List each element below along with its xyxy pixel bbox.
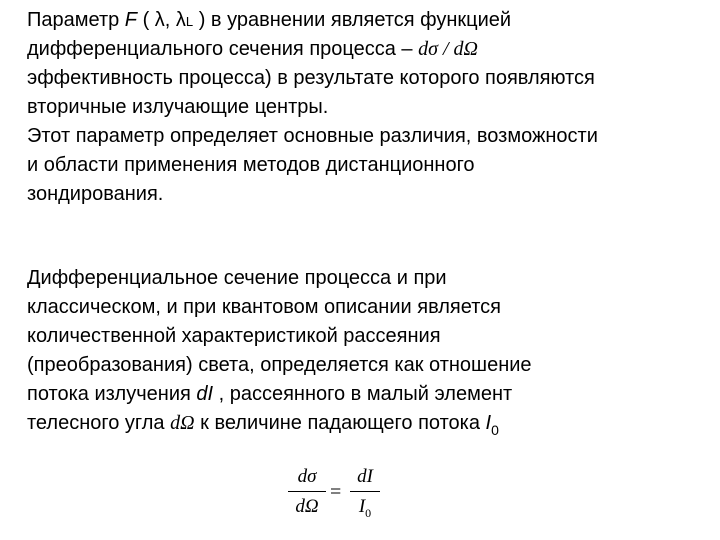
symbol-domega: dΩ [170,412,195,434]
para1-line4: вторичные излучающие центры. [27,96,329,118]
text: в результате которого появляются [271,67,595,89]
formula-dsigma-domega: dσ / dΩ [418,38,478,60]
para1-line5: Этот параметр определяет основные различия, возможности [27,125,598,147]
para1-line3 [27,66,595,90]
para2-line3: количественной характеристикой рассеяния [27,325,441,347]
fraction-bar [288,491,326,492]
para2-line4: (преобразования) света, определяется как отношение [27,354,532,376]
text: дифференциального сечения процесса – [27,38,419,60]
symbol-lambda-l: λ [175,9,186,31]
para1-line1 [27,8,511,34]
para1-line2 [27,37,478,61]
subscript-l: L [185,14,194,29]
paren-close: ) [193,9,206,31]
para1-line7: зондирования. [27,183,164,205]
numerator-dsigma: dσ [297,466,317,487]
text: в уравнении является функцией [205,9,512,31]
symbol-dI: dI [196,383,214,405]
text: , рассеянного в малый элемент [213,383,513,405]
para2-line2: классическом, и при квантовом описании является [27,296,501,318]
cross-section-formula [288,466,388,528]
fraction-left [288,466,326,518]
para2-line6 [27,411,499,436]
fraction-right [350,466,380,519]
text: Параметр [27,9,125,31]
subscript-zero: 0 [491,422,499,438]
symbol-I: I [358,496,366,517]
equals-sign: = [330,481,342,503]
para2-line5 [27,382,512,406]
paren-open: ( [137,9,155,31]
comma: , [164,9,176,31]
numerator-dI: dI [357,466,373,487]
symbol-I: I [485,412,492,434]
denominator-domega: dΩ [295,496,319,517]
fraction-bar [350,491,380,492]
text: телесного угла [27,412,171,434]
text-bold: эффективность процесса) [27,67,272,89]
symbol-F: F [124,9,138,31]
para1-line6: и области применения методов дистанционного [27,154,475,176]
symbol-lambda: λ [154,9,165,31]
subscript-zero: 0 [365,506,372,520]
denominator-I0 [350,496,380,519]
text: потока излучения [27,383,197,405]
text: к величине падающего потока [194,412,486,434]
para2-line1: Дифференциальное сечение процесса и при [27,267,447,289]
